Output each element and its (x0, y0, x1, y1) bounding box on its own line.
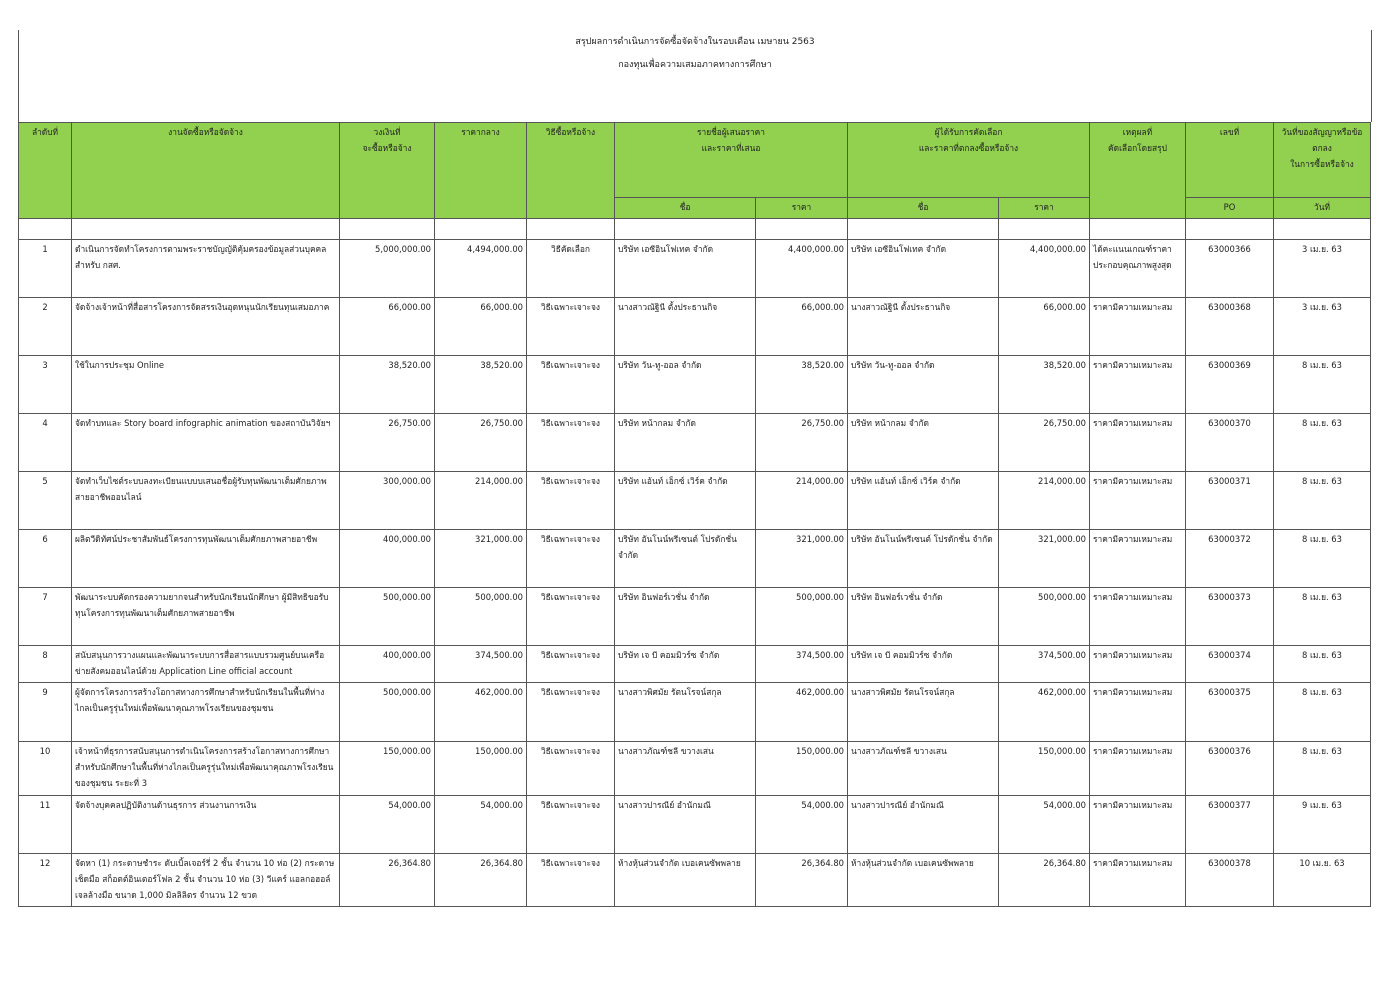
cell-budget: 66,000.00 (340, 297, 435, 355)
cell-bid: 4,400,000.00 (756, 239, 848, 297)
table-row (19, 529, 1371, 587)
cell-median: 321,000.00 (435, 529, 527, 587)
cell-no: 11 (19, 795, 72, 853)
cell-reason: ราคามีความเหมาะสม (1090, 529, 1186, 587)
cell-po: 63000377 (1186, 795, 1274, 853)
cell-price: 500,000.00 (999, 587, 1090, 645)
table-row (19, 239, 1371, 297)
cell-method: วิธีเฉพาะเจาะจง (527, 587, 615, 645)
cell-median: 374,500.00 (435, 645, 527, 682)
cell-po: 63000370 (1186, 413, 1274, 471)
table-header (19, 123, 1371, 219)
cell-method: วิธีคัดเลือก (527, 239, 615, 297)
cell-po: 63000376 (1186, 741, 1274, 795)
table-row (19, 355, 1371, 413)
cell-reason: ราคามีความเหมาะสม (1090, 853, 1186, 906)
table-row (19, 297, 1371, 355)
table-row (19, 682, 1371, 741)
cell-price: 66,000.00 (999, 297, 1090, 355)
cell-method: วิธีเฉพาะเจาะจง (527, 355, 615, 413)
cell-work: จัดทำบทและ Story board infographic animation ของสถาบันวิจัยฯ (72, 413, 340, 471)
cell-winner: บริษัท แอ้นท์ เอ็กซ์ เวิร์ค จำกัด (848, 471, 999, 529)
procurement-table (18, 122, 1371, 907)
cell-method: วิธีเฉพาะเจาะจง (527, 471, 615, 529)
cell-reason: ราคามีความเหมาะสม (1090, 682, 1186, 741)
cell-bidder: บริษัท วัน-ทู-ออล จำกัด (615, 355, 756, 413)
cell-price: 214,000.00 (999, 471, 1090, 529)
cell-no: 5 (19, 471, 72, 529)
cell-method: วิธีเฉพาะเจาะจง (527, 795, 615, 853)
cell-work: จัดจ้างบุคคลปฏิบัติงานด้านธุรการ ส่วนงานการเงิน (72, 795, 340, 853)
cell-median: 214,000.00 (435, 471, 527, 529)
cell-no: 12 (19, 853, 72, 906)
cell-po: 63000371 (1186, 471, 1274, 529)
cell-reason: ราคามีความเหมาะสม (1090, 471, 1186, 529)
cell-median: 500,000.00 (435, 587, 527, 645)
cell-bid: 374,500.00 (756, 645, 848, 682)
col-bidders: รายชื่อผู้เสนอราคา และราคาที่เสนอ (615, 123, 848, 198)
cell-no: 4 (19, 413, 72, 471)
cell-price: 4,400,000.00 (999, 239, 1090, 297)
col-no: ลำดับที่ (19, 123, 72, 219)
cell-no: 8 (19, 645, 72, 682)
table-row (19, 471, 1371, 529)
cell-po: 63000366 (1186, 239, 1274, 297)
cell-date: 8 เม.ย. 63 (1274, 645, 1371, 682)
spacer-row (19, 218, 1371, 239)
cell-no: 10 (19, 741, 72, 795)
cell-bidder: บริษัท แอ้นท์ เอ็กซ์ เวิร์ค จำกัด (615, 471, 756, 529)
col-budget: วงเงินที่ จะซื้อหรือจ้าง (340, 123, 435, 219)
cell-winner: บริษัท อันโนน์พรีเซนต์ โปรดักชั่น จำกัด (848, 529, 999, 587)
cell-po: 63000372 (1186, 529, 1274, 587)
cell-price: 321,000.00 (999, 529, 1090, 587)
cell-reason: ได้คะแนนเกณฑ์ราคาประกอบคุณภาพสูงสุด (1090, 239, 1186, 297)
cell-median: 462,000.00 (435, 682, 527, 741)
col-work: งานจัดซื้อหรือจัดจ้าง (72, 123, 340, 219)
cell-bid: 66,000.00 (756, 297, 848, 355)
cell-bidder: นางสาวปารณีย์ อำนักมณี (615, 795, 756, 853)
cell-po: 63000374 (1186, 645, 1274, 682)
cell-bidder: บริษัท อันโนน์พรีเซนต์ โปรดักชั่น จำกัด (615, 529, 756, 587)
cell-work: ผู้จัดการโครงการสร้างโอกาสทางการศึกษาสำหรับนักเรียนในพื้นที่ห่างไกลเป็นครูรุ่นใหม่เพื่อพัฒนาคุณภาพโรงเรียนของชุมชน (72, 682, 340, 741)
cell-bidder: นางสาวภัณฑ์ชลี ขวางเสน (615, 741, 756, 795)
organization-name: กองทุนเพื่อความเสมอภาคทางการศึกษา (618, 60, 772, 70)
cell-winner: นางสาวณัฐินี ตั้งประธานกิจ (848, 297, 999, 355)
cell-reason: ราคามีความเหมาะสม (1090, 297, 1186, 355)
cell-reason: ราคามีความเหมาะสม (1090, 413, 1186, 471)
cell-po: 63000369 (1186, 355, 1274, 413)
cell-winner: นางสาวปารณีย์ อำนักมณี (848, 795, 999, 853)
subcol-bidder-price: ราคา (756, 198, 848, 219)
table-row (19, 587, 1371, 645)
cell-no: 7 (19, 587, 72, 645)
table-row (19, 795, 1371, 853)
cell-budget: 5,000,000.00 (340, 239, 435, 297)
cell-method: วิธีเฉพาะเจาะจง (527, 413, 615, 471)
cell-budget: 38,520.00 (340, 355, 435, 413)
cell-date: 9 เม.ย. 63 (1274, 795, 1371, 853)
cell-bid: 500,000.00 (756, 587, 848, 645)
col-contract: วันที่ของสัญญาหรือข้อตกลง ในการซื้อหรือจ้าง (1274, 123, 1371, 198)
table-row (19, 853, 1371, 906)
cell-median: 26,364.80 (435, 853, 527, 906)
cell-winner: บริษัท อินฟอร์เวชั่น จำกัด (848, 587, 999, 645)
cell-date: 10 เม.ย. 63 (1274, 853, 1371, 906)
cell-price: 54,000.00 (999, 795, 1090, 853)
cell-work: สนับสนุนการวางแผนและพัฒนาระบบการสื่อสารแบบรวมศูนย์บนเครือข่ายสังคมออนไลน์ด้วย Application Line official account (72, 645, 340, 682)
cell-winner: บริษัท หน้ากลม จำกัด (848, 413, 999, 471)
table-body (19, 218, 1371, 906)
cell-winner: บริษัท วัน-ทู-ออล จำกัด (848, 355, 999, 413)
table-row (19, 413, 1371, 471)
cell-bidder: บริษัท หน้ากลม จำกัด (615, 413, 756, 471)
cell-method: วิธีเฉพาะเจาะจง (527, 741, 615, 795)
cell-date: 8 เม.ย. 63 (1274, 682, 1371, 741)
cell-reason: ราคามีความเหมาะสม (1090, 587, 1186, 645)
cell-median: 150,000.00 (435, 741, 527, 795)
col-method: วิธีซื้อหรือจ้าง (527, 123, 615, 219)
cell-work: จัดหา (1) กระดาษชำระ ดับเบิ้ลเจอร์รี่ 2 ชั้น จำนวน 10 ห่อ (2) กระดาษเช็ดมือ สก็อตต์อินเตอร์โฟล 2 ชั้น จำนวน 10 ห่อ (3) วีแคร์ แอลกอฮอล์เจลล้างมือ ขนาด 1,000 มิลลิลิตร จำนวน 12 ขวด (72, 853, 340, 906)
cell-bid: 54,000.00 (756, 795, 848, 853)
cell-reason: ราคามีความเหมาะสม (1090, 355, 1186, 413)
cell-median: 66,000.00 (435, 297, 527, 355)
cell-no: 3 (19, 355, 72, 413)
document-title: สรุปผลการดำเนินการจัดซื้อจัดจ้างในรอบเดือน เมษายน 2563 (575, 37, 815, 47)
cell-method: วิธีเฉพาะเจาะจง (527, 682, 615, 741)
cell-po: 63000368 (1186, 297, 1274, 355)
cell-date: 8 เม.ย. 63 (1274, 413, 1371, 471)
cell-date: 8 เม.ย. 63 (1274, 355, 1371, 413)
cell-work: ดำเนินการจัดทำโครงการตามพระราชบัญญัติคุ้มครองข้อมูลส่วนบุคคล สำหรับ กสศ. (72, 239, 340, 297)
cell-budget: 54,000.00 (340, 795, 435, 853)
cell-no: 6 (19, 529, 72, 587)
col-ref-no: เลขที่ (1186, 123, 1274, 198)
subcol-winner-price: ราคา (999, 198, 1090, 219)
cell-date: 8 เม.ย. 63 (1274, 741, 1371, 795)
cell-method: วิธีเฉพาะเจาะจง (527, 529, 615, 587)
cell-reason: ราคามีความเหมาะสม (1090, 795, 1186, 853)
cell-po: 63000375 (1186, 682, 1274, 741)
subcol-bidder-name: ชื่อ (615, 198, 756, 219)
cell-bid: 150,000.00 (756, 741, 848, 795)
cell-winner: บริษัท เจ บี คอมมิวร์ซ จำกัด (848, 645, 999, 682)
cell-median: 38,520.00 (435, 355, 527, 413)
subcol-winner-name: ชื่อ (848, 198, 999, 219)
cell-median: 4,494,000.00 (435, 239, 527, 297)
cell-bid: 321,000.00 (756, 529, 848, 587)
table-row (19, 645, 1371, 682)
cell-budget: 300,000.00 (340, 471, 435, 529)
cell-method: วิธีเฉพาะเจาะจง (527, 297, 615, 355)
cell-winner: นางสาวภัณฑ์ชลี ขวางเสน (848, 741, 999, 795)
cell-date: 8 เม.ย. 63 (1274, 471, 1371, 529)
cell-budget: 500,000.00 (340, 682, 435, 741)
cell-budget: 26,364.80 (340, 853, 435, 906)
col-reason: เหตุผลที่ คัดเลือกโดยสรุป (1090, 123, 1186, 219)
cell-work: เจ้าหน้าที่ธุรการสนับสนุนการดำเนินโครงการสร้างโอกาสทางการศึกษาสำหรับนักศึกษาในพื้นที่ห่างไกลเป็นครูรุ่นใหม่เพื่อพัฒนาคุณภาพโรงเรียนของชุมชน ระยะที่ 3 (72, 741, 340, 795)
cell-price: 462,000.00 (999, 682, 1090, 741)
cell-bidder: บริษัท เอซีอินโฟเทค จำกัด (615, 239, 756, 297)
cell-price: 26,364.80 (999, 853, 1090, 906)
cell-bid: 214,000.00 (756, 471, 848, 529)
cell-work: ใช้ในการประชุม Online (72, 355, 340, 413)
col-median: ราคากลาง (435, 123, 527, 219)
cell-bidder: นางสาวพิศมัย รัตนโรจน์สกุล (615, 682, 756, 741)
cell-median: 26,750.00 (435, 413, 527, 471)
cell-date: 8 เม.ย. 63 (1274, 587, 1371, 645)
cell-bid: 462,000.00 (756, 682, 848, 741)
subcol-po: PO (1186, 198, 1274, 219)
cell-po: 63000373 (1186, 587, 1274, 645)
cell-reason: ราคามีความเหมาะสม (1090, 645, 1186, 682)
cell-date: 3 เม.ย. 63 (1274, 297, 1371, 355)
col-selected: ผู้ได้รับการคัดเลือก และราคาที่ตกลงซื้อหรือจ้าง (848, 123, 1090, 198)
cell-method: วิธีเฉพาะเจาะจง (527, 853, 615, 906)
table-row (19, 741, 1371, 795)
cell-bidder: นางสาวณัฐินี ตั้งประธานกิจ (615, 297, 756, 355)
cell-no: 1 (19, 239, 72, 297)
cell-work: จัดจ้างเจ้าหน้าที่สื่อสารโครงการจัดสรรเงินอุดหนุนนักเรียนทุนเสมอภาค (72, 297, 340, 355)
cell-bid: 26,750.00 (756, 413, 848, 471)
cell-winner: นางสาวพิศมัย รัตนโรจน์สกุล (848, 682, 999, 741)
cell-budget: 500,000.00 (340, 587, 435, 645)
cell-bid: 26,364.80 (756, 853, 848, 906)
cell-po: 63000378 (1186, 853, 1274, 906)
cell-bidder: บริษัท เจ บี คอมมิวร์ซ จำกัด (615, 645, 756, 682)
cell-method: วิธีเฉพาะเจาะจง (527, 645, 615, 682)
cell-median: 54,000.00 (435, 795, 527, 853)
cell-price: 26,750.00 (999, 413, 1090, 471)
cell-bidder: ห้างหุ้นส่วนจำกัด เบอเคนซัพพลาย (615, 853, 756, 906)
cell-price: 38,520.00 (999, 355, 1090, 413)
cell-work: ผลิตวีดิทัศน์ประชาสัมพันธ์โครงการทุนพัฒนาเต็มศักยภาพสายอาชีพ (72, 529, 340, 587)
cell-no: 9 (19, 682, 72, 741)
cell-date: 8 เม.ย. 63 (1274, 529, 1371, 587)
cell-work: พัฒนาระบบคัดกรองความยากจนสำหรับนักเรียนนักศึกษา ผู้มีสิทธิขอรับทุนโครงการทุนพัฒนาเต็มศักยภาพสายอาชีพ (72, 587, 340, 645)
cell-no: 2 (19, 297, 72, 355)
cell-budget: 400,000.00 (340, 529, 435, 587)
cell-bid: 38,520.00 (756, 355, 848, 413)
cell-price: 374,500.00 (999, 645, 1090, 682)
cell-bidder: บริษัท อินฟอร์เวชั่น จำกัด (615, 587, 756, 645)
cell-budget: 400,000.00 (340, 645, 435, 682)
cell-winner: ห้างหุ้นส่วนจำกัด เบอเคนซัพพลาย (848, 853, 999, 906)
cell-work: จัดทำเว็บไซต์ระบบลงทะเบียนแบบบเสนอชื่อผู้รับทุนพัฒนาเต็มศักยภาพสายอาชีพออนไลน์ (72, 471, 340, 529)
cell-date: 3 เม.ย. 63 (1274, 239, 1371, 297)
cell-winner: บริษัท เอซีอินโฟเทค จำกัด (848, 239, 999, 297)
cell-budget: 26,750.00 (340, 413, 435, 471)
cell-reason: ราคามีความเหมาะสม (1090, 741, 1186, 795)
subcol-date: วันที่ (1274, 198, 1371, 219)
cell-price: 150,000.00 (999, 741, 1090, 795)
cell-budget: 150,000.00 (340, 741, 435, 795)
